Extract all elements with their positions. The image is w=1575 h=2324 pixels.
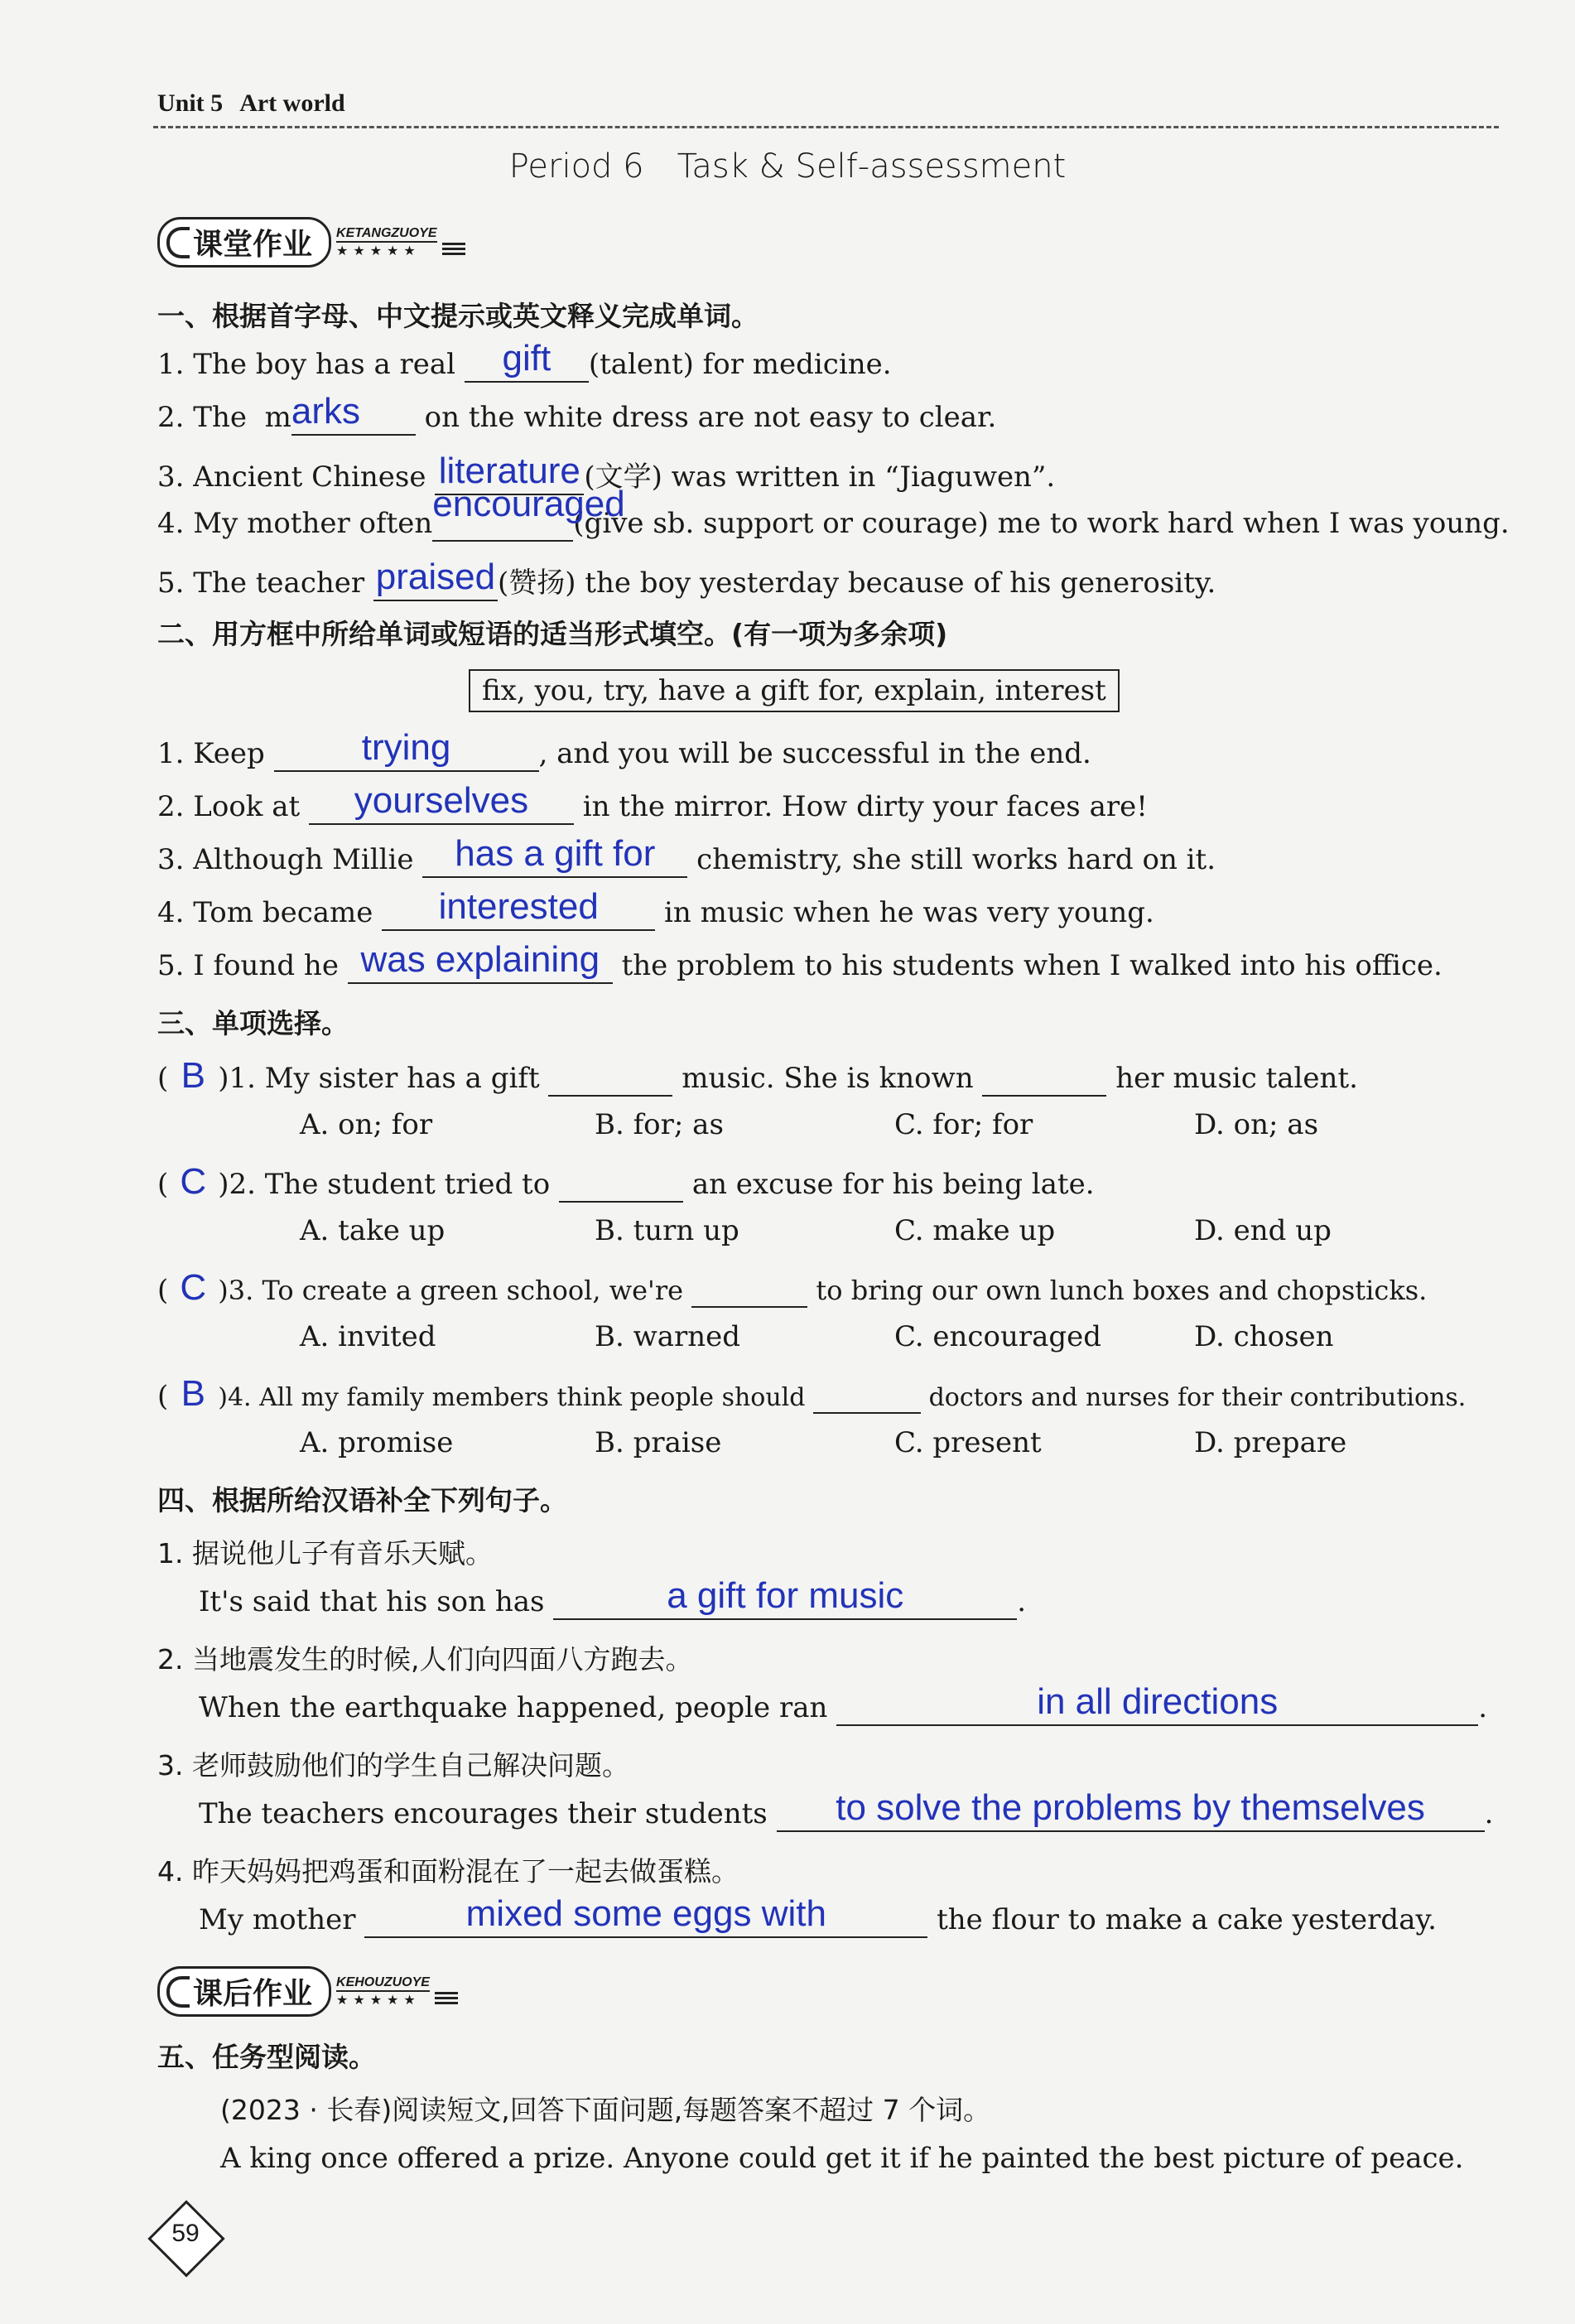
s3-q3-opt-a[interactable]: A. invited (300, 1320, 436, 1353)
s4-question-3: The teachers encourages their students to solve the problems by themselves . (199, 1787, 1494, 1830)
s3-q2-opt-c[interactable]: C. make up (894, 1214, 1056, 1247)
section5-heading: 五、任务型阅读。 (157, 2041, 376, 2073)
s4-question-4-zh: 4. 昨天妈妈把鸡蛋和面粉混在了一起去做蛋糕。 (157, 1855, 739, 1888)
s3-q1-opt-d[interactable]: D. on; as (1194, 1108, 1319, 1141)
answer-blank[interactable]: has a gift for (422, 843, 687, 878)
s4-question-1: It's said that his son has a gift for music . (199, 1575, 1027, 1618)
word-box: fix, you, try, have a gift for, explain, interest (469, 669, 1120, 712)
answer-blank[interactable]: gift (465, 348, 589, 383)
badge-logo-icon (166, 1976, 190, 2008)
s2-question-1: 1. Keep trying , and you will be successful in the end. (157, 727, 1091, 770)
s2-question-2: 2. Look at yourselves in the mirror. How dirty your faces are! (157, 780, 1148, 823)
s2-question-4: 4. Tom became interested in music when he was very young. (157, 886, 1154, 929)
header-divider (153, 126, 1499, 128)
answer-blank[interactable]: a gift for music (553, 1585, 1017, 1620)
s3-q3-opt-b[interactable]: B. warned (595, 1320, 741, 1353)
s4-question-4: My mother mixed some eggs with the flour to make a cake yesterday. (199, 1893, 1437, 1936)
s3-question-3: ( C )3. To create a green school, we're to bring our own lunch boxes and chopsticks. (157, 1267, 1428, 1308)
s3-q4-opt-a[interactable]: A. promise (300, 1426, 454, 1459)
answer-blank[interactable]: was explaining (348, 949, 613, 984)
star-rating-icon: ★★★★★ (336, 243, 421, 258)
mc-answer[interactable]: B (181, 1373, 205, 1414)
answer-blank[interactable]: encouraged (432, 507, 573, 542)
s3-q1-opt-a[interactable]: A. on; for (300, 1108, 433, 1141)
mc-answer[interactable]: C (180, 1267, 207, 1308)
reading-source: (2023 · 长春)阅读短文,回答下面问题,每题答案不超过 7 个词。 (220, 2094, 991, 2126)
answer-blank[interactable]: in all directions (836, 1691, 1478, 1726)
s2-question-3: 3. Although Millie has a gift for chemistry, she still works hard on it. (157, 833, 1216, 876)
s3-q3-opt-d[interactable]: D. chosen (1194, 1320, 1334, 1353)
s3-question-1: ( B )1. My sister has a gift music. She is known her music talent. (157, 1055, 1358, 1096)
s3-q2-opt-b[interactable]: B. turn up (595, 1214, 739, 1247)
s4-question-2: When the earthquake happened, people ran in all directions . (199, 1681, 1488, 1724)
s1-question-3: 3. Ancient Chinese literature (文学) was written in “Jiaguwen”. (157, 451, 1056, 494)
s3-q2-opt-d[interactable]: D. end up (1194, 1214, 1332, 1247)
classwork-badge: 课堂作业 KETANGZUOYE ★★★★★ (157, 217, 465, 268)
answer-blank[interactable]: praised (373, 567, 498, 601)
lines-icon (442, 240, 465, 258)
star-rating-icon: ★★★★★ (336, 1992, 421, 2008)
s3-q4-opt-b[interactable]: B. praise (595, 1426, 722, 1459)
answer-blank[interactable]: arks (291, 401, 416, 436)
s3-question-2: ( C )2. The student tried to an excuse for his being late. (157, 1161, 1095, 1202)
s3-q3-opt-c[interactable]: C. encouraged (894, 1320, 1102, 1353)
running-header (157, 89, 345, 118)
s1-question-4: 4. My mother often encouraged (give sb. support or courage) me to work hard when I was young. (157, 484, 1510, 540)
s1-question-2: 2. The m arks on the white dress are not easy to clear. (157, 391, 997, 434)
answer-blank[interactable]: trying (274, 737, 539, 772)
mc-answer[interactable]: C (180, 1161, 207, 1202)
answer-blank[interactable]: interested (382, 896, 655, 931)
answer-blank[interactable]: mixed some eggs with (364, 1903, 927, 1938)
unit-label: Unit 5 (157, 89, 224, 117)
s2-question-5: 5. I found he was explaining the problem to his students when I walked into his office. (157, 939, 1443, 982)
s1-question-1: 1. The boy has a real gift (talent) for medicine. (157, 338, 892, 381)
answer-blank[interactable]: to solve the problems by themselves (777, 1797, 1485, 1832)
s3-q1-opt-b[interactable]: B. for; as (595, 1108, 724, 1141)
section2-heading: 二、用方框中所给单词或短语的适当形式填空。(有一项为多余项) (157, 618, 948, 650)
answer-blank[interactable]: literature (435, 460, 584, 495)
mc-answer[interactable]: B (181, 1055, 205, 1096)
answer-blank[interactable]: yourselves (309, 790, 574, 825)
s4-question-3-zh: 3. 老师鼓励他们的学生自己解决问题。 (157, 1749, 629, 1782)
s4-question-2-zh: 2. 当地震发生的时候,人们向四面八方跑去。 (157, 1643, 693, 1675)
s3-q4-opt-d[interactable]: D. prepare (1194, 1426, 1347, 1459)
s1-question-5: 5. The teacher praised (赞扬) the boy yesterday because of his generosity. (157, 557, 1216, 600)
reading-passage: A king once offered a prize. Anyone could get it if he painted the best picture of peace. (220, 2142, 1464, 2175)
s3-q4-opt-c[interactable]: C. present (894, 1426, 1042, 1459)
badge-logo-icon (166, 227, 190, 258)
page-number-badge (151, 2203, 220, 2273)
s3-question-4: ( B )4. All my family members think people should doctors and nurses for their contributions. (157, 1373, 1467, 1414)
page-title: Period 6 Task & Self-assessment (508, 147, 1067, 186)
section4-heading: 四、根据所给汉语补全下列句子。 (157, 1484, 567, 1516)
s3-q2-opt-a[interactable]: A. take up (300, 1214, 446, 1247)
s4-question-1-zh: 1. 据说他儿子有音乐天赋。 (157, 1537, 493, 1569)
homework-badge: 课后作业 KEHOUZUOYE ★★★★★ (157, 1966, 458, 2017)
section3-heading: 三、单项选择。 (157, 1007, 349, 1039)
unit-topic: Art world (239, 89, 345, 117)
lines-icon (435, 1989, 458, 2007)
s3-q1-opt-c[interactable]: C. for; for (894, 1108, 1033, 1141)
section1-heading: 一、根据首字母、中文提示或英文释义完成单词。 (157, 300, 759, 332)
page-number: 59 (171, 2220, 200, 2247)
